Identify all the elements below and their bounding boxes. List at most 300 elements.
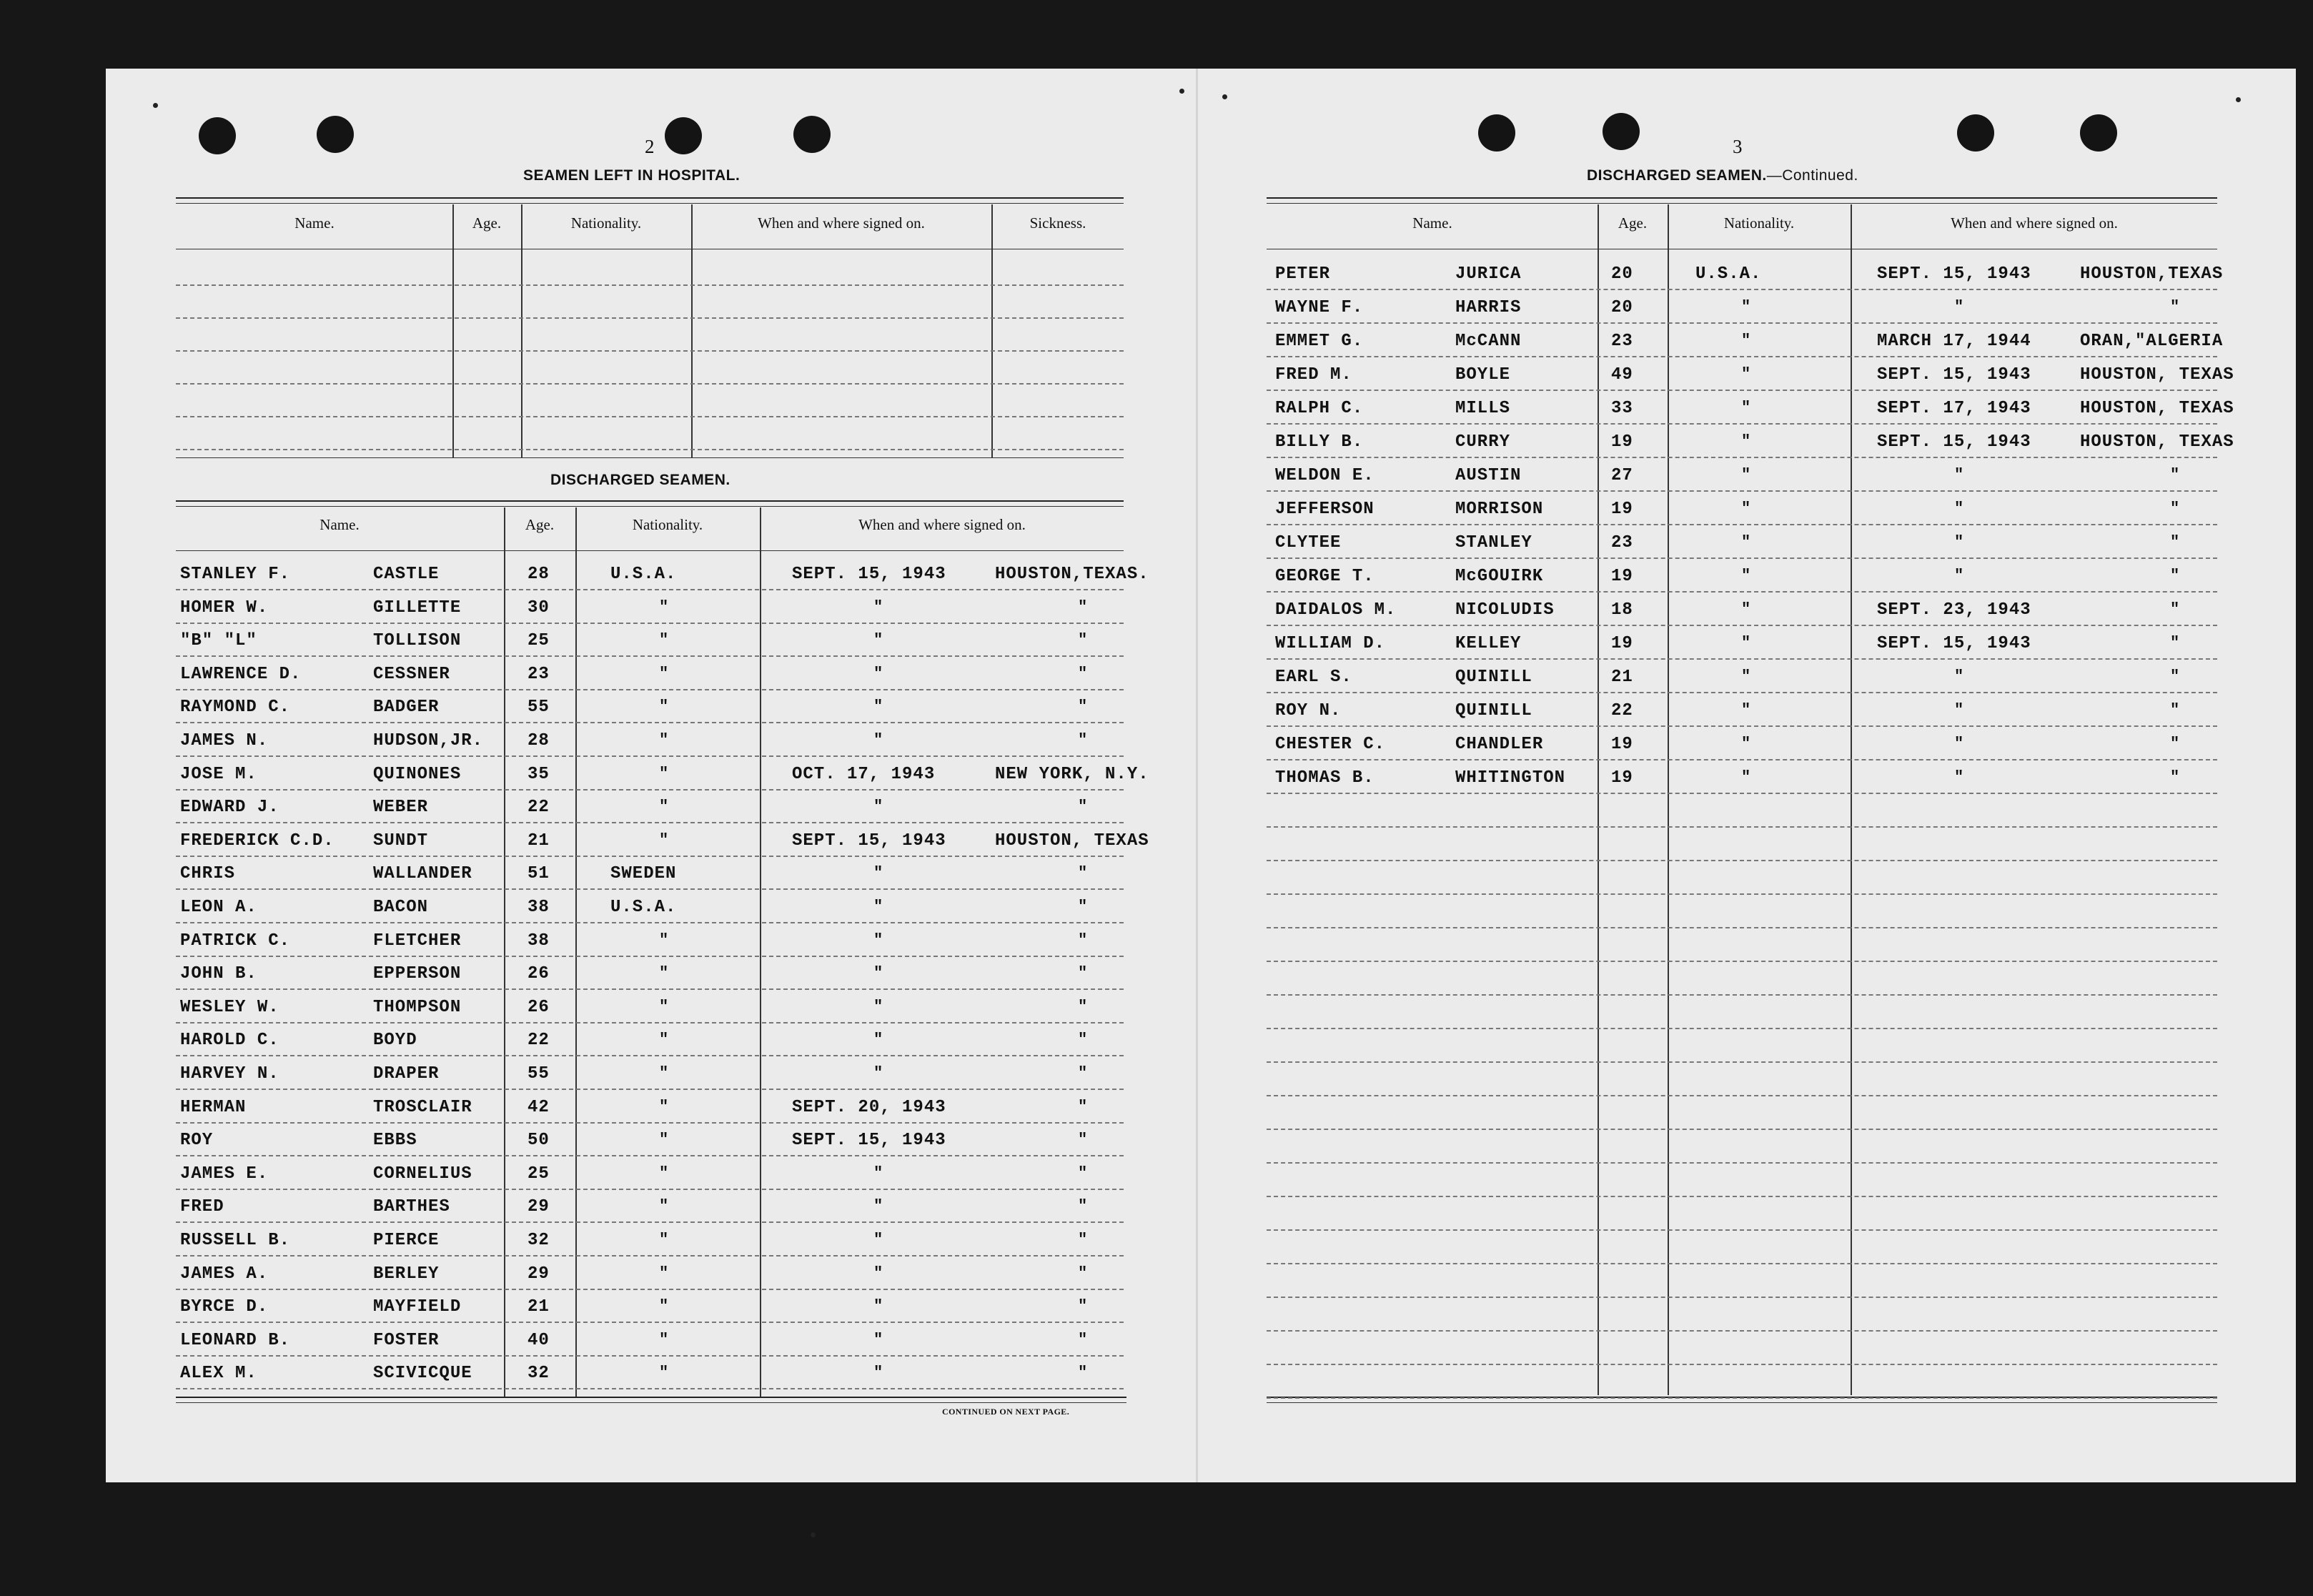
ditto-mark: " xyxy=(1741,567,1751,585)
ditto-mark: " xyxy=(659,698,669,715)
ditto-mark: " xyxy=(873,964,883,982)
seaman-age: 23 xyxy=(1611,533,1633,552)
continued-title-main: DISCHARGED SEAMEN. xyxy=(1587,167,1767,184)
ditto-mark: " xyxy=(873,665,883,683)
ditto-mark: " xyxy=(1078,964,1088,982)
entry-line xyxy=(176,589,1124,590)
seaman-last-name: AUSTIN xyxy=(1455,466,1522,485)
seaman-first-name: HOMER W. xyxy=(180,598,269,618)
right-col-nationality: Nationality. xyxy=(1723,214,1795,232)
entry-line xyxy=(176,317,1124,319)
entry-line xyxy=(176,1255,1124,1257)
ditto-mark: " xyxy=(873,864,883,882)
ditto-mark: " xyxy=(659,798,669,816)
entry-line xyxy=(176,1055,1124,1056)
entry-line xyxy=(1267,423,2217,425)
seaman-last-name: JURICA xyxy=(1455,264,1522,284)
ditto-mark: " xyxy=(1078,1031,1088,1049)
ditto-mark: " xyxy=(1954,298,1964,316)
ditto-mark: " xyxy=(1078,1331,1088,1349)
seaman-age: 29 xyxy=(528,1197,550,1216)
ditto-mark: " xyxy=(1078,631,1088,649)
entry-line xyxy=(1267,1061,2217,1063)
seaman-first-name: RUSSELL B. xyxy=(180,1231,291,1250)
signed-place: HOUSTON, TEXAS xyxy=(2080,399,2234,418)
speck xyxy=(153,103,158,108)
rule xyxy=(176,197,1124,199)
speck xyxy=(811,1532,816,1537)
entry-line xyxy=(176,1022,1124,1023)
rule xyxy=(176,457,1124,458)
ditto-mark: " xyxy=(1078,1164,1088,1182)
signed-date: SEPT. 15, 1943 xyxy=(1877,365,2031,385)
ditto-mark: " xyxy=(1078,1131,1088,1149)
entry-line xyxy=(1267,1028,2217,1029)
seaman-first-name: PETER xyxy=(1275,264,1331,284)
ditto-mark: " xyxy=(659,665,669,683)
rule xyxy=(1267,203,2217,204)
signed-date: SEPT. 15, 1943 xyxy=(792,831,946,851)
seaman-nationality: U.S.A. xyxy=(1695,264,1762,284)
discharged-col-age: Age. xyxy=(525,516,555,533)
right-col-signed: When and where signed on. xyxy=(1951,214,2118,232)
signed-place: ORAN,"ALGERIA xyxy=(2080,332,2224,351)
entry-line xyxy=(1267,591,2217,593)
punch-hole xyxy=(199,117,236,154)
seaman-age: 28 xyxy=(528,565,550,584)
ditto-mark: " xyxy=(1741,298,1751,316)
ditto-mark: " xyxy=(1954,668,1964,685)
seaman-nationality: U.S.A. xyxy=(610,565,677,584)
seaman-first-name: WELDON E. xyxy=(1275,466,1375,485)
seaman-last-name: BARTHES xyxy=(373,1197,450,1216)
ditto-mark: " xyxy=(2170,600,2180,618)
seaman-age: 19 xyxy=(1611,432,1633,452)
speck xyxy=(1179,89,1184,94)
col-divider xyxy=(691,204,693,458)
ditto-mark: " xyxy=(1078,598,1088,616)
entry-line xyxy=(1267,490,2217,492)
seaman-age: 50 xyxy=(528,1131,550,1150)
entry-line xyxy=(176,623,1124,624)
rule xyxy=(176,1397,1126,1398)
ditto-mark: " xyxy=(659,1264,669,1282)
signed-date: MARCH 17, 1944 xyxy=(1877,332,2031,351)
ditto-mark: " xyxy=(1741,668,1751,685)
ditto-mark: " xyxy=(1954,466,1964,484)
ditto-mark: " xyxy=(1078,798,1088,816)
hospital-col-nationality: Nationality. xyxy=(570,214,642,232)
signed-place: HOUSTON, TEXAS xyxy=(995,831,1149,851)
ditto-mark: " xyxy=(873,1031,883,1049)
discharged-col-name: Name. xyxy=(320,516,360,533)
ditto-mark: " xyxy=(659,998,669,1016)
ditto-mark: " xyxy=(2170,735,2180,753)
ditto-mark: " xyxy=(1954,735,1964,753)
seaman-first-name: EARL S. xyxy=(1275,668,1352,687)
seaman-age: 21 xyxy=(1611,668,1633,687)
signed-place: HOUSTON, TEXAS xyxy=(2080,432,2234,452)
entry-line xyxy=(1267,625,2217,626)
ditto-mark: " xyxy=(873,998,883,1016)
seaman-first-name: THOMAS B. xyxy=(1275,768,1375,788)
seaman-age: 30 xyxy=(528,598,550,618)
rule xyxy=(176,550,1124,551)
seaman-last-name: BACON xyxy=(373,898,429,917)
seaman-last-name: DRAPER xyxy=(373,1064,440,1084)
seaman-first-name: JOHN B. xyxy=(180,964,257,983)
ditto-mark: " xyxy=(2170,668,2180,685)
ditto-mark: " xyxy=(873,1164,883,1182)
col-divider xyxy=(991,204,993,458)
entry-line xyxy=(1267,390,2217,391)
col-divider xyxy=(760,507,761,1397)
ditto-mark: " xyxy=(1954,701,1964,719)
entry-line xyxy=(176,1289,1124,1290)
punch-hole xyxy=(1957,114,1994,152)
entry-line xyxy=(1267,322,2217,324)
ditto-mark: " xyxy=(873,698,883,715)
seaman-age: 26 xyxy=(528,964,550,983)
ditto-mark: " xyxy=(1741,701,1751,719)
ditto-mark: " xyxy=(873,1364,883,1382)
seaman-age: 32 xyxy=(528,1364,550,1383)
signed-place: NEW YORK, N.Y. xyxy=(995,765,1149,784)
seaman-age: 22 xyxy=(1611,701,1633,720)
ditto-mark: " xyxy=(659,831,669,849)
entry-line xyxy=(176,856,1124,857)
entry-line xyxy=(1267,793,2217,794)
seaman-last-name: CESSNER xyxy=(373,665,450,684)
seaman-last-name: MAYFIELD xyxy=(373,1297,462,1317)
seaman-last-name: MILLS xyxy=(1455,399,1511,418)
entry-line xyxy=(1267,658,2217,660)
ditto-mark: " xyxy=(659,1031,669,1049)
punch-hole xyxy=(2080,114,2117,152)
seaman-last-name: FLETCHER xyxy=(373,931,462,951)
seaman-last-name: BOYLE xyxy=(1455,365,1511,385)
ditto-mark: " xyxy=(659,1231,669,1249)
seaman-first-name: WESLEY W. xyxy=(180,998,279,1017)
speck xyxy=(1222,94,1227,99)
ditto-mark: " xyxy=(1078,1364,1088,1382)
ditto-mark: " xyxy=(1078,665,1088,683)
ditto-mark: " xyxy=(1078,998,1088,1016)
seaman-last-name: QUINILL xyxy=(1455,668,1532,687)
seaman-last-name: NICOLUDIS xyxy=(1455,600,1555,620)
seaman-age: 25 xyxy=(528,1164,550,1184)
seaman-nationality: U.S.A. xyxy=(610,898,677,917)
ditto-mark: " xyxy=(659,631,669,649)
seaman-last-name: WEBER xyxy=(373,798,429,817)
ditto-mark: " xyxy=(1954,533,1964,551)
seaman-last-name: CORNELIUS xyxy=(373,1164,472,1184)
seaman-first-name: RAYMOND C. xyxy=(180,698,291,717)
page-number: 3 xyxy=(1733,136,1743,157)
entry-line xyxy=(176,1189,1124,1190)
seaman-last-name: EPPERSON xyxy=(373,964,462,983)
rule xyxy=(1267,1402,2217,1403)
seaman-first-name: FREDERICK C.D. xyxy=(180,831,335,851)
seaman-last-name: WHITINGTON xyxy=(1455,768,1566,788)
seaman-age: 21 xyxy=(528,831,550,851)
seaman-age: 42 xyxy=(528,1098,550,1117)
ditto-mark: " xyxy=(1078,931,1088,949)
seaman-age: 28 xyxy=(528,731,550,750)
seaman-age: 51 xyxy=(528,864,550,883)
entry-line xyxy=(176,383,1124,385)
entry-line xyxy=(1267,289,2217,290)
col-divider xyxy=(504,507,505,1397)
seaman-age: 55 xyxy=(528,698,550,717)
seaman-first-name: LEONARD B. xyxy=(180,1331,291,1350)
ditto-mark: " xyxy=(1741,399,1751,417)
seaman-last-name: KELLEY xyxy=(1455,634,1522,653)
rule xyxy=(176,506,1124,507)
seaman-last-name: PIERCE xyxy=(373,1231,440,1250)
seaman-last-name: McCANN xyxy=(1455,332,1522,351)
ditto-mark: " xyxy=(1954,768,1964,786)
entry-line xyxy=(1267,961,2217,962)
entry-line xyxy=(176,1355,1124,1357)
entry-line xyxy=(1267,1397,2217,1399)
entry-line xyxy=(176,350,1124,352)
seaman-last-name: HUDSON,JR. xyxy=(373,731,484,750)
seaman-last-name: QUINILL xyxy=(1455,701,1532,720)
ditto-mark: " xyxy=(1741,466,1751,484)
seaman-last-name: BERLEY xyxy=(373,1264,440,1284)
seaman-age: 26 xyxy=(528,998,550,1017)
entry-line xyxy=(1267,994,2217,996)
ditto-mark: " xyxy=(659,1064,669,1082)
seaman-last-name: STANLEY xyxy=(1455,533,1532,552)
ditto-mark: " xyxy=(1741,533,1751,551)
ditto-mark: " xyxy=(2170,701,2180,719)
entry-line xyxy=(176,1322,1124,1323)
entry-line xyxy=(176,1122,1124,1124)
seaman-last-name: McGOUIRK xyxy=(1455,567,1544,586)
signed-date: SEPT. 17, 1943 xyxy=(1877,399,2031,418)
ditto-mark: " xyxy=(2170,567,2180,585)
ditto-mark: " xyxy=(1078,1064,1088,1082)
entry-line xyxy=(1267,860,2217,861)
signed-date: SEPT. 15, 1943 xyxy=(1877,634,2031,653)
ditto-mark: " xyxy=(659,765,669,783)
ditto-mark: " xyxy=(873,1264,883,1282)
entry-line xyxy=(176,1221,1124,1223)
seaman-first-name: FRED xyxy=(180,1197,224,1216)
seaman-age: 19 xyxy=(1611,634,1633,653)
right-col-name: Name. xyxy=(1412,214,1452,232)
seaman-last-name: CHANDLER xyxy=(1455,735,1544,754)
seaman-age: 23 xyxy=(528,665,550,684)
entry-line xyxy=(176,822,1124,823)
ditto-mark: " xyxy=(659,931,669,949)
seaman-age: 38 xyxy=(528,898,550,917)
entry-line xyxy=(176,988,1124,990)
entry-line xyxy=(1267,457,2217,458)
continued-title-suffix: —Continued. xyxy=(1766,167,1858,184)
entry-line xyxy=(176,1155,1124,1156)
rule xyxy=(176,1402,1126,1403)
seaman-first-name: RALPH C. xyxy=(1275,399,1364,418)
entry-line xyxy=(176,689,1124,690)
ditto-mark: " xyxy=(2170,533,2180,551)
seaman-last-name: TOLLISON xyxy=(373,631,462,650)
seaman-first-name: ROY xyxy=(180,1131,214,1150)
seaman-last-name: GILLETTE xyxy=(373,598,462,618)
entry-line xyxy=(1267,1095,2217,1096)
col-divider xyxy=(575,507,577,1397)
seaman-last-name: BADGER xyxy=(373,698,440,717)
ditto-mark: " xyxy=(1078,731,1088,749)
ditto-mark: " xyxy=(2170,298,2180,316)
ditto-mark: " xyxy=(659,1164,669,1182)
punch-hole xyxy=(1603,113,1640,150)
ditto-mark: " xyxy=(659,598,669,616)
entry-line xyxy=(1267,557,2217,559)
rule xyxy=(176,203,1124,204)
seaman-first-name: EMMET G. xyxy=(1275,332,1364,351)
seaman-age: 29 xyxy=(528,1264,550,1284)
entry-line xyxy=(1267,1330,2217,1332)
ditto-mark: " xyxy=(2170,768,2180,786)
seaman-first-name: JEFFERSON xyxy=(1275,500,1375,519)
ditto-mark: " xyxy=(1078,698,1088,715)
hospital-col-signed: When and where signed on. xyxy=(758,214,925,232)
signed-date: SEPT. 15, 1943 xyxy=(792,565,946,584)
page-number: 2 xyxy=(645,136,655,157)
seaman-last-name: SUNDT xyxy=(373,831,429,851)
seaman-age: 19 xyxy=(1611,500,1633,519)
col-divider xyxy=(521,204,522,458)
ditto-mark: " xyxy=(1078,1231,1088,1249)
entry-line xyxy=(176,755,1124,757)
seaman-age: 35 xyxy=(528,765,550,784)
seaman-first-name: PATRICK C. xyxy=(180,931,291,951)
discharged-col-nationality: Nationality. xyxy=(632,516,703,533)
entry-line xyxy=(1267,927,2217,928)
signed-date: SEPT. 15, 1943 xyxy=(792,1131,946,1150)
seaman-first-name: JAMES E. xyxy=(180,1164,269,1184)
seaman-first-name: ALEX M. xyxy=(180,1364,257,1383)
ditto-mark: " xyxy=(1078,1297,1088,1315)
ditto-mark: " xyxy=(873,1064,883,1082)
ditto-mark: " xyxy=(1741,432,1751,450)
seaman-last-name: SCIVICQUE xyxy=(373,1364,472,1383)
ditto-mark: " xyxy=(1078,1264,1088,1282)
seaman-age: 19 xyxy=(1611,768,1633,788)
seaman-last-name: FOSTER xyxy=(373,1331,440,1350)
seaman-first-name: JAMES A. xyxy=(180,1264,269,1284)
punch-hole xyxy=(793,116,831,153)
entry-line xyxy=(176,956,1124,957)
signed-date: SEPT. 23, 1943 xyxy=(1877,600,2031,620)
punch-hole xyxy=(665,117,702,154)
ditto-mark: " xyxy=(659,1364,669,1382)
seaman-age: 33 xyxy=(1611,399,1633,418)
ditto-mark: " xyxy=(659,964,669,982)
right-col-age: Age. xyxy=(1618,214,1648,232)
seaman-age: 21 xyxy=(528,1297,550,1317)
seaman-first-name: BYRCE D. xyxy=(180,1297,269,1317)
ditto-mark: " xyxy=(1741,768,1751,786)
ditto-mark: " xyxy=(2170,500,2180,517)
entry-line xyxy=(176,722,1124,723)
ditto-mark: " xyxy=(1078,864,1088,882)
seaman-age: 19 xyxy=(1611,567,1633,586)
seaman-nationality: SWEDEN xyxy=(610,864,677,883)
ditto-mark: " xyxy=(1078,1197,1088,1215)
seaman-first-name: ROY N. xyxy=(1275,701,1342,720)
ditto-mark: " xyxy=(873,1331,883,1349)
ditto-mark: " xyxy=(1078,898,1088,916)
ditto-mark: " xyxy=(873,898,883,916)
ditto-mark: " xyxy=(2170,466,2180,484)
rule xyxy=(1267,197,2217,199)
seaman-first-name: CHRIS xyxy=(180,864,236,883)
entry-line xyxy=(1267,1364,2217,1365)
seaman-last-name: CURRY xyxy=(1455,432,1511,452)
seaman-age: 49 xyxy=(1611,365,1633,385)
ditto-mark: " xyxy=(659,1131,669,1149)
entry-line xyxy=(1267,1162,2217,1164)
entry-line xyxy=(176,922,1124,923)
seaman-first-name: FRED M. xyxy=(1275,365,1352,385)
seaman-first-name: HARVEY N. xyxy=(180,1064,279,1084)
seaman-age: 22 xyxy=(528,1031,550,1050)
signed-place: HOUSTON,TEXAS xyxy=(2080,264,2224,284)
seaman-first-name: JOSE M. xyxy=(180,765,257,784)
entry-line xyxy=(1267,1229,2217,1231)
entry-line xyxy=(176,1089,1124,1090)
hospital-col-age: Age. xyxy=(472,214,502,232)
entry-line xyxy=(176,888,1124,890)
ditto-mark: " xyxy=(659,731,669,749)
ditto-mark: " xyxy=(1078,1098,1088,1116)
seaman-age: 19 xyxy=(1611,735,1633,754)
seaman-age: 20 xyxy=(1611,298,1633,317)
ditto-mark: " xyxy=(659,1297,669,1315)
ditto-mark: " xyxy=(1741,600,1751,618)
seaman-age: 38 xyxy=(528,931,550,951)
seaman-first-name: CLYTEE xyxy=(1275,533,1342,552)
seaman-last-name: EBBS xyxy=(373,1131,417,1150)
ditto-mark: " xyxy=(1741,332,1751,350)
punch-hole xyxy=(1478,114,1515,152)
seaman-age: 32 xyxy=(528,1231,550,1250)
seaman-first-name: EDWARD J. xyxy=(180,798,279,817)
punch-hole xyxy=(317,116,354,153)
seaman-age: 18 xyxy=(1611,600,1633,620)
seaman-age: 40 xyxy=(528,1331,550,1350)
signed-place: HOUSTON,TEXAS. xyxy=(995,565,1149,584)
ditto-mark: " xyxy=(1741,735,1751,753)
ditto-mark: " xyxy=(1741,365,1751,383)
seaman-last-name: THOMPSON xyxy=(373,998,462,1017)
col-divider xyxy=(1598,204,1599,1395)
seaman-first-name: HERMAN xyxy=(180,1098,247,1117)
seaman-last-name: BOYD xyxy=(373,1031,417,1050)
signed-date: OCT. 17, 1943 xyxy=(792,765,936,784)
entry-line xyxy=(1267,1263,2217,1264)
col-divider xyxy=(452,204,454,458)
entry-line xyxy=(1267,893,2217,895)
ditto-mark: " xyxy=(2170,634,2180,652)
seaman-last-name: HARRIS xyxy=(1455,298,1522,317)
signed-date: SEPT. 15, 1943 xyxy=(1877,264,2031,284)
seaman-last-name: QUINONES xyxy=(373,765,462,784)
